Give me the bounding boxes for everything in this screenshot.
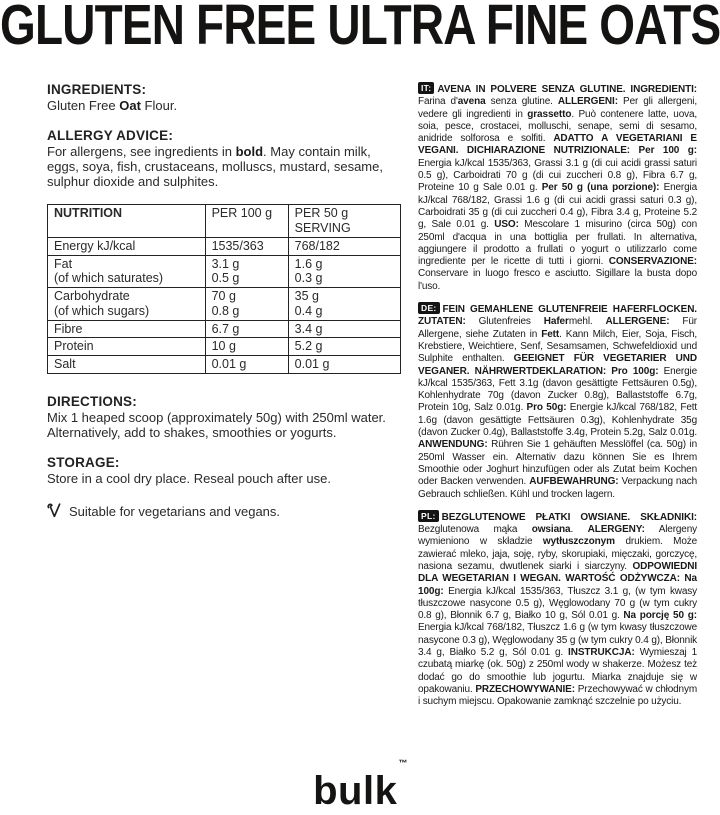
cell-label: Salt bbox=[48, 356, 206, 374]
lang-section-it bbox=[418, 82, 697, 293]
lang-section-de bbox=[418, 302, 697, 501]
cell-per50: 35 g bbox=[294, 289, 319, 304]
cell-label: Fibre bbox=[48, 320, 206, 338]
lang-badge-de: DE: bbox=[418, 302, 440, 314]
cell-per100: 6.7 g bbox=[205, 320, 288, 338]
lang-text-de: FEIN GEMAHLENE GLUTENFREIE HAFERFLOCKEN. ZUTATEN: Glutenfreies Hafermehl. ALLERGENE: Für Allergene, siehe Zutaten in Fett. Kann Milch, Eier, Soja, Fisch, Krebstiere, Weichtiere, Senf, Sesamsamen, Schwefeldioxid und Sulphite enthalten. GEEIGNET FÜR VEGETARIER UND VEGANER. NÄHRWERTDEKLARATION: Pro 100g: Energie kJ/kcal 1535/363, Fett 3.1g (davon gesättigte Fettsäuren 0.5g), Kohlenhydrate 70g (davon Zucker 0.8g), Ballaststoffe 6.7g, Protein 10g, Salz 0.01g. Pro 50g: Energie kJ/kcal 768/182, Fett 1.6g (davon gesättigte Fettsäuren 0.3g), Kohlenhydrate 35g (davon Zucker 0.4g), Ballaststoffe 3.4g, Protein 5.2g, Salz 0.01g. ANWENDUNG: Rühren Sie 1 gehäuften Messlöffel (ca. 50g) in 250ml Wasser ein. Alternativ dazu können Sie es Ihrem Smoothie oder Joghurt hinzufügen oder als Zutat beim Kochen oder Backen verwenden. AUFBEWAHRUNG: Verpackung nach Gebrauch schließen. Kühl und trocken lagern. bbox=[418, 304, 698, 500]
lang-text-pl: BEZGLUTENOWE PŁATKI OWSIANE. SKŁADNIKI: Bezglutenowa mąka owsiana. ALERGENY: Alergeny wymieniono w składzie wytłuszczonym drukiem. Może zawierać mleko, jaja, soję, ryby, skorupiaki, mięczaki, gorczycę, nasiona sezamu, dwutlenek siarki i siarczyny. ODPOWIEDNI DLA WEGETARIAN I WEGAN. WARTOŚĆ ODŻYWCZA: Na 100g: Energia kJ/kcal 1535/363, Tłuszcz 3.1 g, (w tym kwasy tłuszczowe nasycone 0.5 g), Węglowodany 70 g (w tym cukry 0.8 g), Błonnik 6.7 g, Białko 10 g, Sól 0.01 g. Na porcję 50 g: Energia kJ/kcal 768/182, Tłuszcz 1.6 g (w tym kwasy tłuszczowe nasycone 0.3 g), Węglowodany 35 g (w tym cukry 0.4 g), Błonnik 3.4 g, Białko 5.2 g, Sól 0.01 g. INSTRUKCJA: Wymieszaj 1 czubatą miarkę (ok. 50g) z 250ml wody w shakerze. Możesz też dodać go do smoothie lub jogurtu. Miarka znajduje się w opakowaniu. PRZECHOWYWANIE: Przechowywać w chłodnym i suchym miejscu. Opakowanie zamknąć szczelnie po użyciu. bbox=[418, 511, 698, 708]
cell-per50: 1.6 g bbox=[294, 256, 323, 271]
vegetarian-note bbox=[47, 503, 401, 519]
cell-per50: 5.2 g bbox=[288, 338, 400, 356]
cell-label: Fat bbox=[54, 256, 73, 271]
allergy-advice-section bbox=[47, 128, 401, 189]
nutrition-row-protein bbox=[48, 338, 401, 356]
lang-text-it: AVENA IN POLVERE SENZA GLUTINE. INGREDIENTI: Farina d'avena senza glutine. ALLERGENI: Per gli allergeni, vedere gli ingredienti in grassetto. Può contenere latte, uova, soia, pesce, crostacei, molluschi, senape, semi di sesamo, anidride solforosa e solfiti. ADATTO A VEGETARIANI E VEGANI. DICHIARAZIONE NUTRIZIONALE: Per 100 g: Energia kJ/kcal 1535/363, Grassi 3.1 g (di cui acidi grassi saturi 0.5 g), Carboidrati 70 g (di cui zuccheri 0.8 g), Fibra 6.7 g, Proteine 10 g Sale 0.01 g. Per 50 g (una porzione): Energia kJ/kcal 768/182, Grassi 1.6 g (di cui acidi grassi saturi 0.3 g), Carboidrati 35 g (di cui zuccheri 0.4 g), Fibra 3.4 g, Proteine 5.2 g, Sale 0.01 g. USO: Mescolare 1 misurino (circa 50g) con 250ml d'acqua in una bottiglia per frullati. In alternativa, aggiungere il prodotto a frullati o yogurt o utilizzarlo come ingrediente per le ricette di tutti i giorni. CONSERVAZIONE: Conservare in luogo fresco e asciutto. Sigillare la busta dopo l'uso. bbox=[418, 84, 698, 292]
cell-label: Protein bbox=[48, 338, 206, 356]
storage-section bbox=[47, 455, 401, 486]
nutrition-row-salt bbox=[48, 356, 401, 374]
cell-per50-sub: 0.4 g bbox=[294, 303, 323, 318]
cell-per50: 768/182 bbox=[288, 237, 400, 255]
ingredients-heading: INGREDIENTS: bbox=[47, 82, 147, 97]
directions-text: Mix 1 heaped scoop (approximately 50g) with 250ml water. Alternatively, add to shakes, smoothies or yogurts. bbox=[47, 409, 386, 440]
cell-per100: 0.01 g bbox=[205, 356, 288, 374]
storage-heading: STORAGE: bbox=[47, 454, 120, 470]
cell-label: Carbohydrate bbox=[54, 289, 130, 304]
translations-column bbox=[418, 82, 697, 718]
brand-footer bbox=[0, 757, 720, 813]
cell-per100-sub: 0.8 g bbox=[211, 303, 240, 318]
cell-per50-sub: 0.3 g bbox=[294, 271, 323, 286]
cell-per100: 70 g bbox=[211, 289, 236, 304]
cell-per100-sub: 0.5 g bbox=[211, 271, 240, 286]
nutrition-table bbox=[47, 204, 401, 374]
vegetarian-note-text: Suitable for vegetarians and vegans. bbox=[69, 503, 281, 519]
header-per-100g: PER 100 g bbox=[205, 205, 288, 238]
header-per-50g: PER 50 g SERVING bbox=[288, 205, 400, 238]
nutrition-header-row bbox=[48, 205, 401, 238]
label-columns bbox=[0, 82, 720, 718]
lang-badge-it: IT: bbox=[418, 82, 434, 94]
lang-section-pl bbox=[418, 510, 697, 709]
cell-per100: 1535/363 bbox=[205, 237, 288, 255]
header-nutrition: NUTRITION bbox=[48, 205, 206, 238]
nutrition-row-carbohydrate bbox=[48, 288, 401, 321]
directions-heading: DIRECTIONS: bbox=[47, 393, 137, 409]
ingredients-section bbox=[47, 82, 401, 113]
vegetarian-icon bbox=[47, 503, 62, 519]
cell-sublabel: (of which sugars) bbox=[54, 303, 150, 318]
cell-label: Energy kJ/kcal bbox=[48, 237, 206, 255]
english-info-column bbox=[47, 82, 401, 519]
cell-per50: 0.01 g bbox=[288, 356, 400, 374]
cell-sublabel: (of which saturates) bbox=[54, 271, 164, 286]
product-title: GLUTEN FREE ULTRA FINE OATS bbox=[0, 0, 720, 50]
bulk-logo-text: bulk bbox=[313, 769, 398, 813]
product-title-bar bbox=[0, 0, 720, 50]
bulk-logo bbox=[313, 757, 408, 813]
trademark-symbol: ™ bbox=[398, 757, 408, 768]
lang-badge-pl: PL: bbox=[418, 510, 439, 522]
directions-section bbox=[47, 394, 401, 440]
storage-text: Store in a cool dry place. Reseal pouch after use. bbox=[47, 470, 331, 486]
nutrition-row-fat bbox=[48, 255, 401, 288]
nutrition-row-fibre bbox=[48, 320, 401, 338]
cell-per50: 3.4 g bbox=[288, 320, 400, 338]
ingredients-text: Gluten Free Oat Flour. bbox=[47, 98, 178, 113]
cell-per100: 10 g bbox=[205, 338, 288, 356]
nutrition-row-energy bbox=[48, 237, 401, 255]
allergy-advice-text: For allergens, see ingredients in bold. May contain milk, eggs, soya, fish, crustaceans, molluscs, mustard, sesame, sulphur dioxide and sulphites. bbox=[47, 144, 383, 190]
allergy-advice-heading: ALLERGY ADVICE: bbox=[47, 128, 174, 144]
cell-per100: 3.1 g bbox=[211, 256, 240, 271]
